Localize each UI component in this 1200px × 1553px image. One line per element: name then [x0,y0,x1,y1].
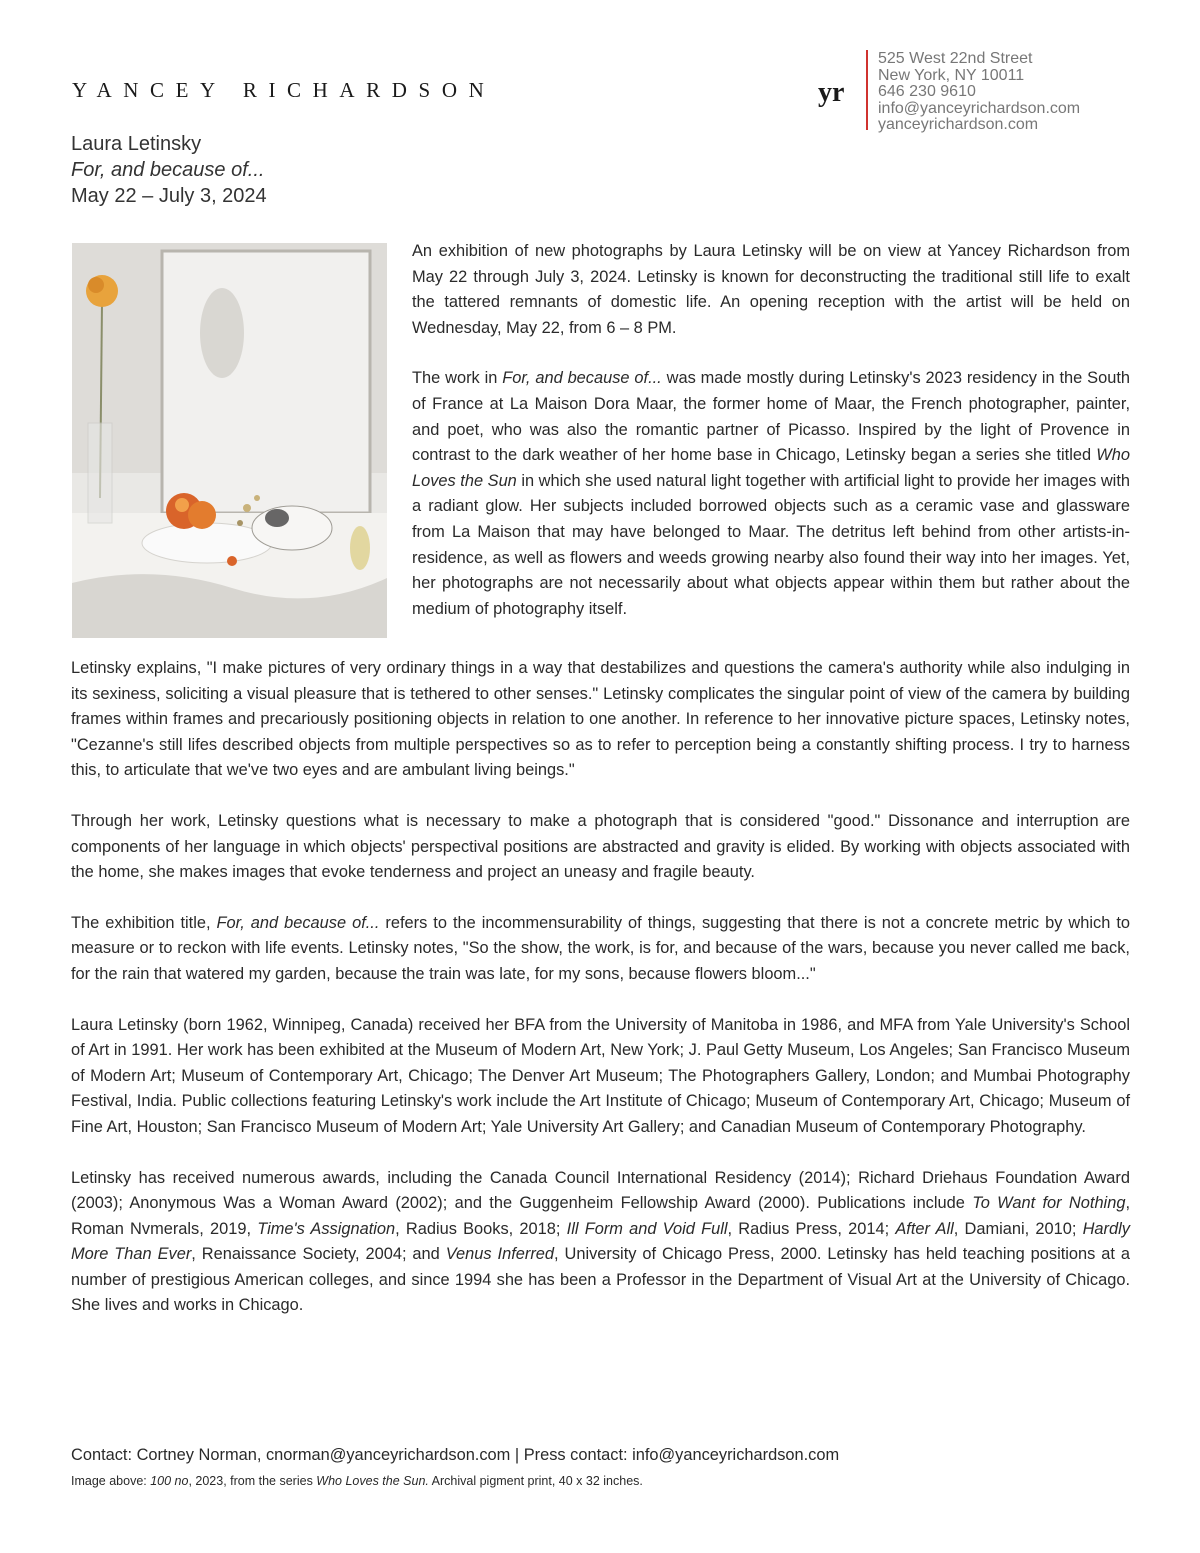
paragraph-title-meaning [71,911,1130,988]
gallery-address-block [878,51,1080,134]
italic-title-run: Ill Form and Void Full [566,1219,728,1238]
text-run: Laura Letinsky (born 1962, Winnipeg, Canada) received her BFA from the University of Manitoba in 1986, and MFA from Yale University's School of Art in 1991. Her work has been exhibited at the Museum of Modern Art, New York; J. Paul Getty Museum, Los Angeles; San Francisco Museum of Modern Art; Museum of Contemporary Art, Chicago; The Denver Art Museum; The Photographers Gallery, London; and Mumbai Photography Festival, India. Public collections featuring Letinsky's work include the Art Institute of Chicago; Museum of Contemporary Art, Chicago; Museum of Fine Art, Houston; San Francisco Museum of Modern Art; Yale University Art Gallery; and Canadian Museum of Contemporary Photography. [71,1015,1130,1136]
exhibition-heading [71,131,267,209]
text-run: Letinsky has received numerous awards, including the Canada Council International Residency (2014); Richard Driehaus Foundation Award (2003); Anonymous Was a Woman Award (2002); and the Guggenheim Fellowship Award (2000). Publications include [71,1168,1130,1213]
text-run: , University of Chicago Press, 2000. Letinsky has held teaching positions at a number of prestigious American colleges, and since 1994 she has been a Professor in the Department of Visual Art at the University of Chicago. She lives and works in Chicago. [71,1245,1130,1315]
paragraph-biography [71,1013,1130,1141]
paragraph-intro [412,239,1130,341]
text-run: Letinsky explains, "I make pictures of very ordinary things in a way that destabilizes and questions the camera's authority while also indulging in its sexiness, soliciting a visual pleasure that is tethered to other senses." Letinsky complicates the singular point of view of the camera by building frames within frames and precariously positioning objects in relation to one another. In reference to her innovative picture spaces, Letinsky notes, "Cezanne's still lifes described objects from multiple perspectives so as to refer to perception being a constantly shifting process. I try to harness this, to articulate that we've two eyes and are ambulant living beings." [71,659,1130,780]
paragraph-quote [71,656,1130,784]
italic-title-run: Who Loves the Sun. [316,1474,429,1488]
italic-title-run: After All [895,1219,954,1238]
artist-name: Laura Letinsky [71,133,202,155]
address-website[interactable]: yanceyrichardson.com [878,116,1039,133]
text-run: , 2023, from the series [188,1474,317,1488]
address-phone: 646 230 9610 [878,83,976,100]
text-run: An exhibition of new photographs by Laura Letinsky will be on view at Yancey Richardson from May 22 through July 3, 2024. Letinsky is known for deconstructing the traditional still life to exalt the tattered remnants of domestic life. An opening reception with the artist will be held on Wednesday, May 22, from 6 – 8 PM. [412,242,1130,337]
italic-title-run: To Want for Nothing [972,1194,1126,1213]
body-text [71,656,1130,1319]
address-street: 525 West 22nd Street [878,50,1033,67]
text-run: Through her work, Letinsky questions what is necessary to make a photograph that is considered "good." Dissonance and interruption are components of her language in which objects' perspectival positions are abstracted and gravity is elided. By working with objects associated with the home, she makes images that evoke tenderness and project an uneasy and fragile beauty. [71,811,1130,882]
text-run: , Renaissance Society, 2004; and [191,1245,446,1264]
text-run: , Radius Books, 2018; [395,1219,567,1238]
yr-monogram-logo [816,74,856,110]
still-life-photograph [72,243,387,638]
exhibition-title: For, and because of... [71,159,265,181]
italic-title-run: Who Loves the Sun [412,446,1130,490]
paragraph-good-photograph [71,809,1130,886]
italic-title-run: Time's Assignation [257,1219,396,1238]
address-email[interactable]: info@yanceyrichardson.com [878,99,1081,117]
text-run: refers to the incommensurability of things, suggesting that there is not a concrete metric by which to measure or to reckon with life events. Letinsky notes, "So the show, the work, is for, and because of the wars, because you never called me back, for the rain that watered my garden, because the train was late, for my sons, because flowers bloom..." [71,913,1130,983]
italic-title-run: Venus Inferred [445,1245,555,1264]
italic-title-run: For, and because of... [502,369,662,388]
paragraph-residency [412,366,1130,622]
gallery-logo-wordmark: YANCEY RICHARDSON [72,78,496,102]
text-run: , Damiani, 2010; [953,1219,1083,1238]
address-city: New York, NY 10011 [878,66,1025,84]
text-run: was made mostly during Letinsky's 2023 residency in the South of France at La Maison Dora Maar, the former home of Maar, the French photographer, painter, and poet, who was also the romantic partner of Picasso. Inspired by the light of Provence in contrast to the dark weather of her home base in Chicago, Letinsky began a series she titled [412,369,1130,465]
text-run: Contact: Cortney Norman, cnorman@yanceyrichardson.com | Press contact: info@yanceyrichardson.com [71,1446,840,1464]
press-contact [71,1444,839,1466]
text-run: Image above: [71,1474,151,1488]
text-run: , Roman Nvmerals, 2019, [71,1194,1130,1238]
text-run: The exhibition title, [71,913,217,932]
paragraph-awards [71,1166,1130,1320]
exhibition-dates: May 22 – July 3, 2024 [71,185,267,207]
italic-title-run: For, and because of... [216,913,380,932]
address-accent-rule [866,50,868,130]
monogram-text: yr [818,77,845,108]
italic-title-run: 100 no [150,1474,189,1488]
text-run: in which she used natural light together with artificial light to provide her images with a radiant glow. Her subjects included borrowed objects such as a ceramic vase and glassware from La Maison that may have belonged to Maar. The detritus left behind from other artists-in-residence, as well as flowers and weeds growing nearby also found their way into her images. Yet, her photographs are not necessarily about what objects appear within them but rather about the medium of photography itself. [412,471,1130,618]
text-run: Archival pigment print, 40 x 32 inches. [428,1474,643,1488]
intro-column [412,239,1130,622]
image-caption [71,1472,643,1490]
text-run: The work in [412,369,503,388]
italic-title-run: Hardly More Than Ever [71,1219,1130,1264]
text-run: , Radius Press, 2014; [727,1219,896,1238]
